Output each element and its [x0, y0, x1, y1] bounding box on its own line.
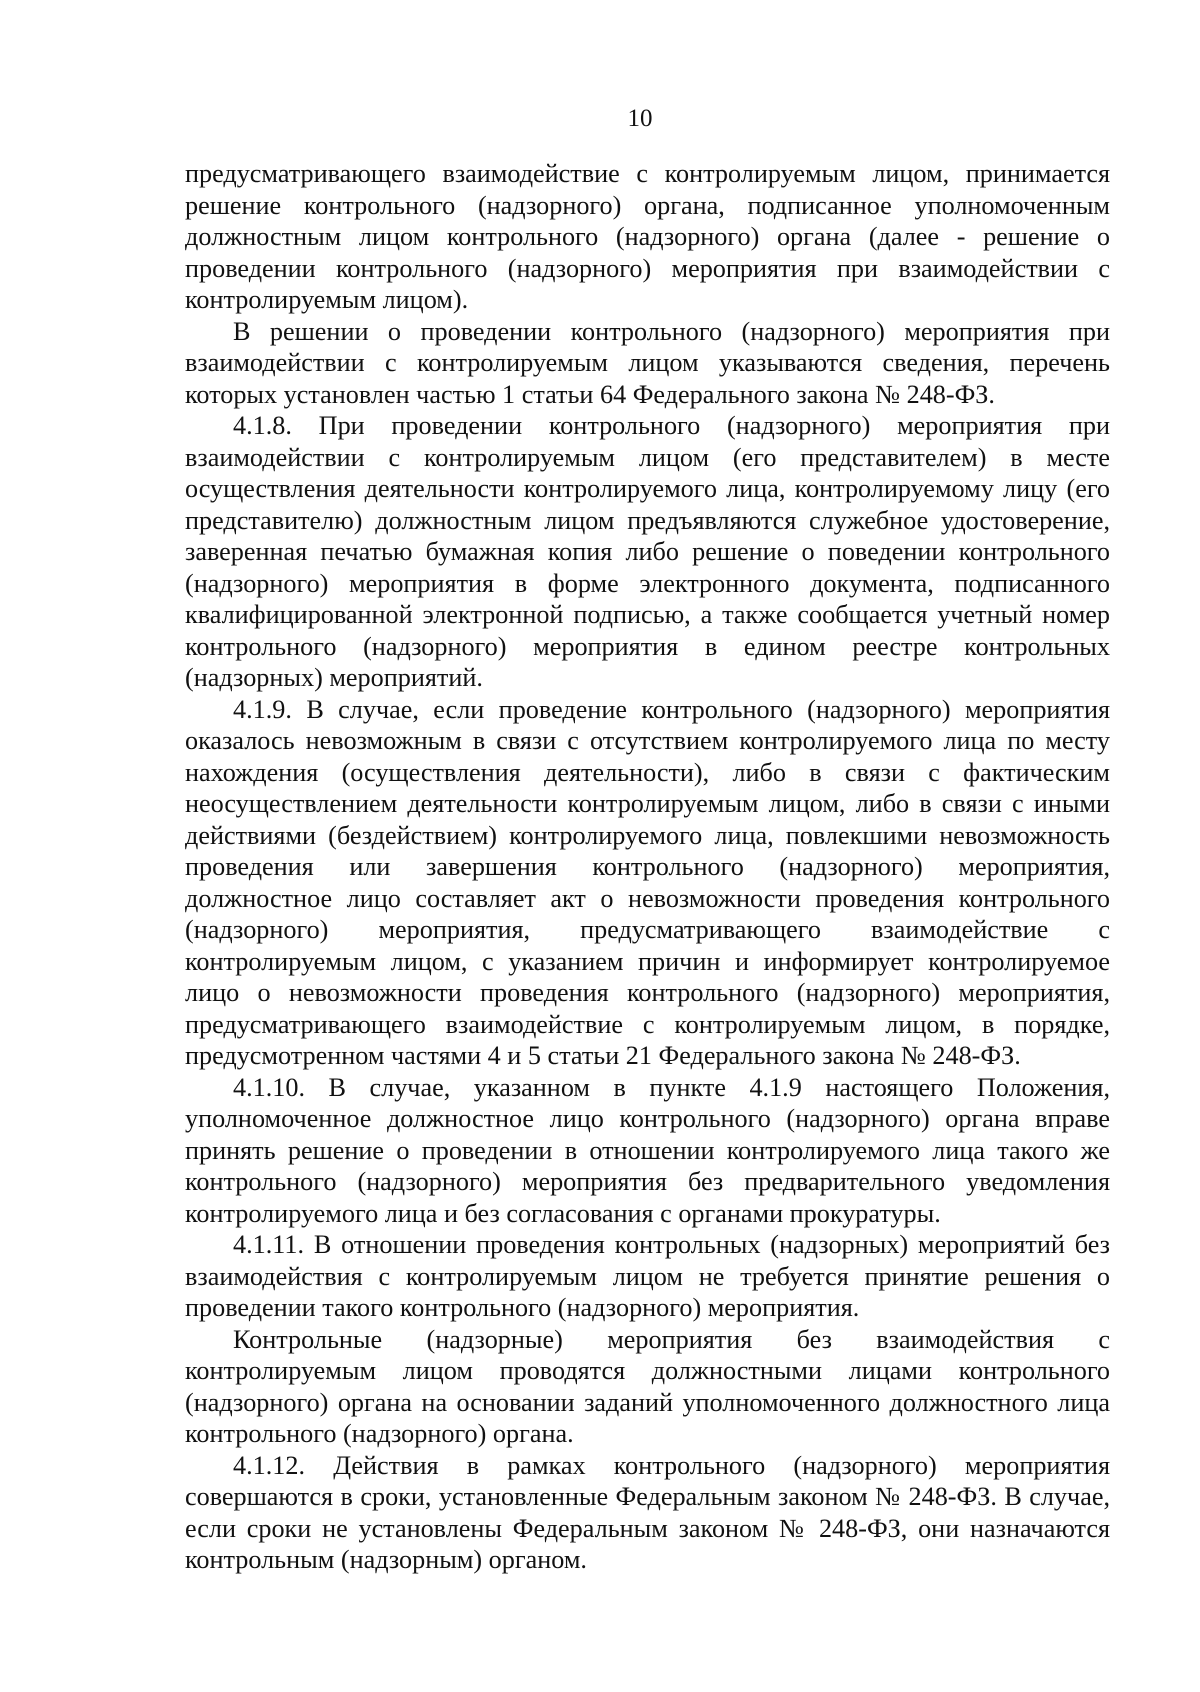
document-body	[185, 158, 1110, 1576]
paragraph-4-1-9: 4.1.9. В случае, если проведение контрольного (надзорного) мероприятия оказалось невозможным в связи с отсутствием контролируемого лица по месту нахождения (осуществления деятельности), либо в связи с фактическим неосуществлением деятельности контролируемым лицом, либо в связи с иными действиями (бездействием) контролируемого лица, повлекшими невозможность проведения или завершения контрольного (надзорного) мероприятия, должностное лицо составляет акт о невозможности проведения контрольного (надзорного) мероприятия, предусматривающего взаимодействие с контролируемым лицом, с указанием причин и информирует контролируемое лицо о невозможности проведения контрольного (надзорного) мероприятия, предусматривающего взаимодействие с контролируемым лицом, в порядке, предусмотренном частями 4 и 5 статьи 21 Федерального закона № 248-ФЗ.	[185, 694, 1110, 1070]
paragraph-decision-content: В решении о проведении контрольного (надзорного) мероприятия при взаимодействии с контролируемым лицом указываются сведения, перечень которых установлен частью 1 статьи 64 Федерального закона № 248-ФЗ.	[185, 316, 1110, 409]
paragraph-continuation: предусматривающего взаимодействие с контролируемым лицом, принимается решение контрольного (надзорного) органа, подписанное уполномоченным должностным лицом контрольного (надзорного) органа (далее - решение о проведении контрольного (надзорного) мероприятия при взаимодействии с контролируемым лицом).	[185, 159, 1110, 314]
paragraph-4-1-12: 4.1.12. Действия в рамках контрольного (надзорного) мероприятия совершаются в сроки, установленные Федеральным законом № 248-ФЗ. В случае, если сроки не установлены Федеральным законом № 248-ФЗ, они назначаются контрольным (надзорным) органом.	[185, 1450, 1110, 1574]
page-number: 10	[627, 105, 653, 132]
paragraph-4-1-8: 4.1.8. При проведении контрольного (надзорного) мероприятия при взаимодействии с контролируемым лицом (его представителем) в месте осуществления деятельности контролируемого лица, контролируемому лицу (его представителю) должностным лицом предъявляются служебное удостоверение, заверенная печатью бумажная копия либо решение о поведении контрольного (надзорного) мероприятия в форме электронного документа, подписанного квалифицированной электронной подписью, а также сообщается учетный номер контрольного (надзорного) мероприятия в едином реестре контрольных (надзорных) мероприятий.	[185, 411, 1110, 692]
paragraph-4-1-11: 4.1.11. В отношении проведения контрольных (надзорных) мероприятий без взаимодействия с контролируемым лицом не требуется принятие решения о проведении такого контрольного (надзорного) мероприятия.	[185, 1230, 1110, 1322]
paragraph-4-1-10: 4.1.10. В случае, указанном в пункте 4.1.9 настоящего Положения, уполномоченное должностное лицо контрольного (надзорного) органа вправе принять решение о проведении в отношении контролируемого лица такого же контрольного (надзорного) мероприятия без предварительного уведомления контролируемого лица и без согласования с органами прокуратуры.	[185, 1072, 1110, 1228]
paragraph-without-interaction: Контрольные (надзорные) мероприятия без взаимодействия с контролируемым лицом проводятся должностными лицами контрольного (надзорного) органа на основании заданий уполномоченного должностного лица контрольного (надзорного) органа.	[185, 1324, 1110, 1448]
